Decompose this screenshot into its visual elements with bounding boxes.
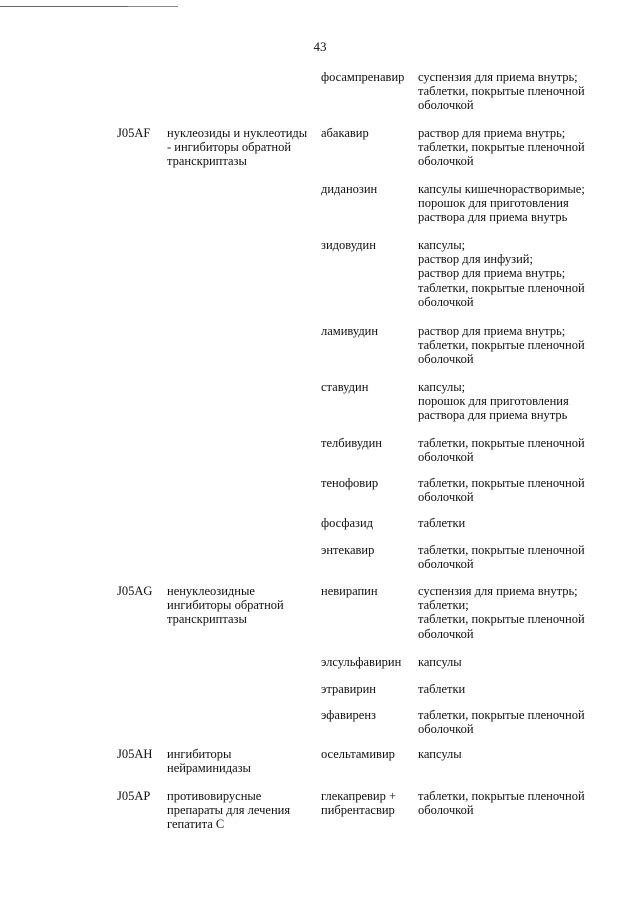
drug-name: ламивудин (321, 324, 379, 338)
dosage-form: таблетки (418, 516, 466, 530)
drug-name: ставудин (321, 380, 369, 394)
dosage-form: таблетки, покрытые пленочной оболочкой (418, 708, 585, 737)
dosage-form: капсулы; раствор для инфузий; раствор для приема внутрь; таблетки, покрытые пленочной оболочкой (418, 238, 585, 309)
drug-name: тенофовир (321, 476, 379, 490)
drug-name: телбивудин (321, 436, 382, 450)
pharmacological-group: нуклеозиды и нуклеотиды - ингибиторы обратной транскриптазы (167, 126, 308, 169)
dosage-form: суспензия для приема внутрь; таблетки, покрытые пленочной оболочкой (418, 70, 585, 113)
drug-name: элсульфавирин (321, 655, 402, 669)
drug-name: абакавир (321, 126, 369, 140)
dosage-form: раствор для приема внутрь; таблетки, покрытые пленочной оболочкой (418, 126, 585, 169)
drug-name: диданозин (321, 182, 378, 196)
page-number: 43 (313, 39, 327, 54)
drug-name: фосампренавир (321, 70, 405, 84)
dosage-form: таблетки, покрытые пленочной оболочкой (418, 789, 585, 818)
pharmacological-group: ингибиторы нейраминидазы (167, 747, 251, 776)
dosage-form: капсулы кишечнорастворимые; порошок для приготовления раствора для приема внутрь (418, 182, 585, 225)
pharmacological-group: противовирусные препараты для лечения гепатита С (167, 789, 291, 832)
dosage-form: таблетки (418, 682, 466, 696)
atc-code: J05AF (117, 126, 151, 140)
dosage-form: капсулы; порошок для приготовления раствора для приема внутрь (418, 380, 569, 423)
drug-name: глекапревир + пибрентасвир (321, 789, 397, 818)
dosage-form: таблетки, покрытые пленочной оболочкой (418, 436, 585, 465)
atc-code: J05AG (117, 584, 153, 598)
drug-name: невирапин (321, 584, 378, 598)
drug-name: осельтамивир (321, 747, 395, 761)
dosage-form: суспензия для приема внутрь; таблетки; таблетки, покрытые пленочной оболочкой (418, 584, 585, 641)
drug-name: зидовудин (321, 238, 376, 252)
drug-name: этравирин (321, 682, 376, 696)
drug-name: эфавиренз (321, 708, 376, 722)
atc-code: J05AP (117, 789, 151, 803)
dosage-form: капсулы (418, 747, 462, 761)
dosage-form: раствор для приема внутрь; таблетки, покрытые пленочной оболочкой (418, 324, 585, 367)
pharmacological-group: ненуклеозидные ингибиторы обратной транскриптазы (167, 584, 284, 627)
atc-code: J05AH (117, 747, 153, 761)
dosage-form: таблетки, покрытые пленочной оболочкой (418, 476, 585, 505)
dosage-form: таблетки, покрытые пленочной оболочкой (418, 543, 585, 572)
drug-name: фосфазид (321, 516, 373, 530)
dosage-form: капсулы (418, 655, 462, 669)
drug-name: энтекавир (321, 543, 375, 557)
